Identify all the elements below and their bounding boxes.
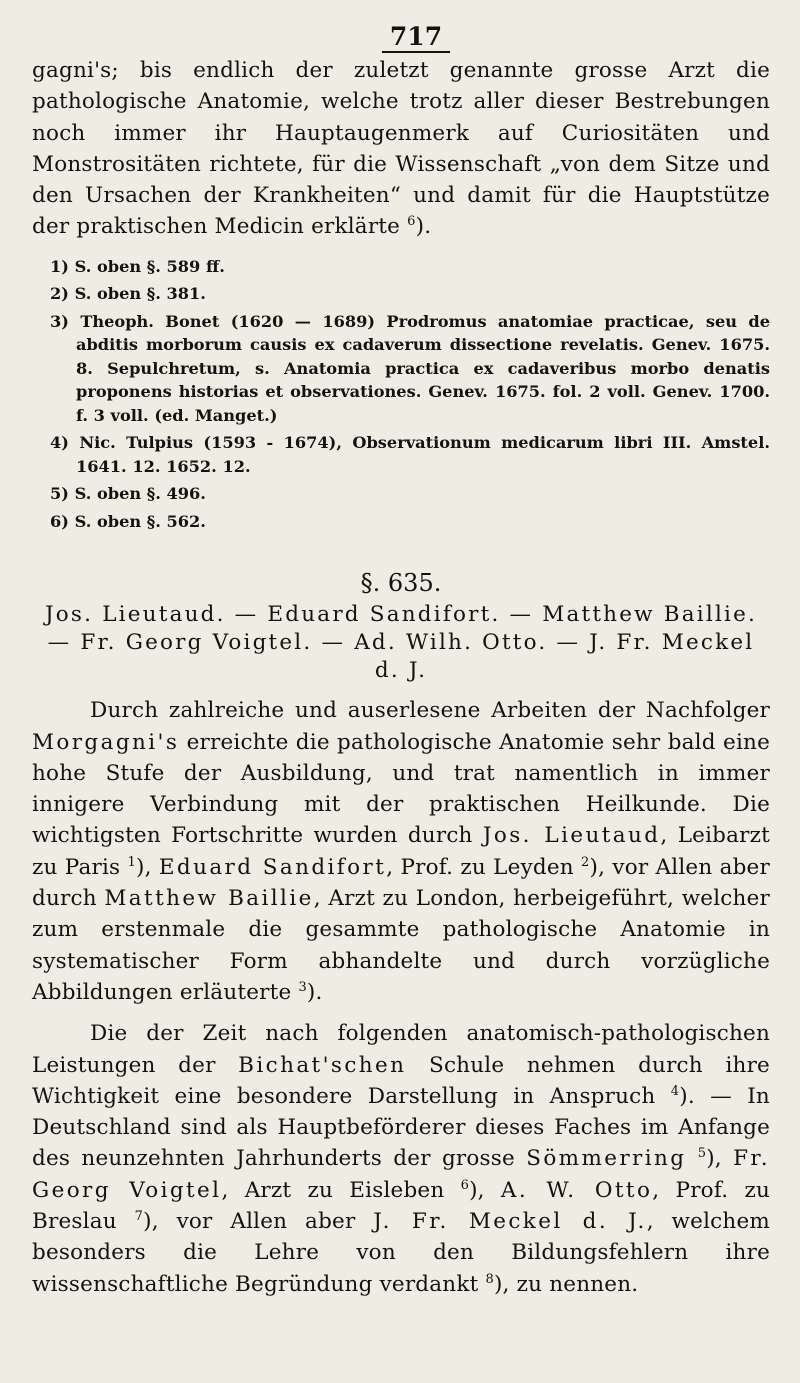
footnotes-list bbox=[50, 255, 770, 534]
footnote-ref: 3 bbox=[298, 979, 307, 995]
footnote-ref: 7 bbox=[134, 1208, 144, 1224]
footnote-item: 1) S. oben §. 589 ff. bbox=[50, 256, 225, 276]
section-heading: Jos. Lieutaud. — Eduard Sandifort. — Matthew Baillie. — Fr. Georg Voigtel. — Ad. Wilh. Otto. — J. Fr. Meckel d. J. bbox=[44, 602, 758, 684]
footnote-ref: 6 bbox=[460, 1177, 470, 1193]
footnote-ref: 6 bbox=[407, 214, 416, 230]
name-otto: A. W. Otto bbox=[500, 1177, 653, 1203]
footnote-ref: 4 bbox=[670, 1083, 680, 1099]
footnote-ref: 8 bbox=[485, 1271, 494, 1287]
paragraph-2: Die der Zeit nach folgenden anatomisch-pathologischen Leistungen der Bichat'schen Schule nehmen durch ihre Wichtigkeit eine besondere Darstellung in Anspruch $^4$). — In Deutschland sind als Hauptbeförderer dieses Faches im Anfange des neunzehnten Jahrhunderts der grosse Sömmerring $^5$), Fr. Georg Voigtel, Arzt zu Eisleben $^6$), A. W. Otto, Prof. zu Breslau $^7$), vor Allen aber J. Fr. Meckel d. J., welchem besonders die Lehre von den Bildungsfehlern ihre wissenschaftliche Begründung verdankt $^8$), zu nennen. bbox=[32, 1021, 771, 1297]
name-bichat: Bichat'schen bbox=[238, 1052, 407, 1078]
footnote-item: 2) S. oben §. 381. bbox=[50, 284, 206, 304]
section-number: §. 635. bbox=[360, 569, 442, 598]
footnote-item: 4) Nic. Tulpius (1593 - 1674), Observationum medicarum libri III. Amstel. 1641. 12. 1652. 12. bbox=[50, 433, 770, 476]
footnote-ref: 5 bbox=[697, 1146, 707, 1162]
footnote-ref: 1 bbox=[127, 854, 136, 870]
paragraph-1: Durch zahlreiche und auserlesene Arbeiten der Nachfolger Morgagni's erreichte die pathologische Anatomie sehr bald eine hohe Stufe der Ausbildung, und trat namentlich in immer innigere Verbindung mit der praktischen Heilkunde. Die wichtigsten Fortschritte wurden durch Jos. Lieutaud, Leibarzt zu Paris $^1$), Eduard Sandifort, Prof. zu Leyden $^2$), vor Allen aber durch Matthew Baillie, Arzt zu London, herbeigeführt, welcher zum erstenmale die gesammte pathologische Anatomie in systematischer Form abhandelte und durch vorzügliche Abbildungen erläuterte $^3$). bbox=[32, 698, 770, 1005]
footnote-item: 5) S. oben §. 496. bbox=[50, 484, 206, 504]
name-lieutaud: Jos. Lieutaud bbox=[482, 823, 661, 849]
footnote-ref: 2 bbox=[581, 854, 590, 870]
name-morgagni: Morgagni's bbox=[32, 729, 180, 755]
page-number: 717 bbox=[32, 22, 770, 51]
footnote-item: 3) Theoph. Bonet (1620 — 1689) Prodromus anatomiae practicae, seu de abditis morborum causis ex cadaverum dissectione revelatis. Genev. 1675. 8. Sepulchretum, s. Anatomia practica ex cadaveribus morbo denatis proponens historias et observationes. Genev. 1675. fol. 2 voll. Genev. 1700. f. 3 voll. (ed. Manget.) bbox=[50, 311, 770, 425]
name-baillie: Matthew Baillie bbox=[104, 886, 314, 912]
intro-paragraph: gagni's; bis endlich der zuletzt genannte grosse Arzt die pathologische Anatomie, welche trotz aller dieser Bestrebungen noch immer ihr Hauptaugenmerk auf Curiositäten und Monstrositäten richtete, für die Wissenschaft „von dem Sitze und den Ursachen der Krankheiten“ und damit für die Hauptstütze der praktischen Medicin erklärte $^6$). bbox=[32, 58, 770, 240]
name-meckel: J. Fr. Meckel d. J. bbox=[373, 1209, 647, 1235]
name-soemmerring: Sömmerring bbox=[526, 1146, 687, 1172]
footnote-item: 6) S. oben §. 562. bbox=[50, 511, 206, 531]
name-voigtel: Fr. Georg Voigtel bbox=[32, 1146, 770, 1203]
name-sandifort: Eduard Sandifort bbox=[158, 854, 387, 880]
